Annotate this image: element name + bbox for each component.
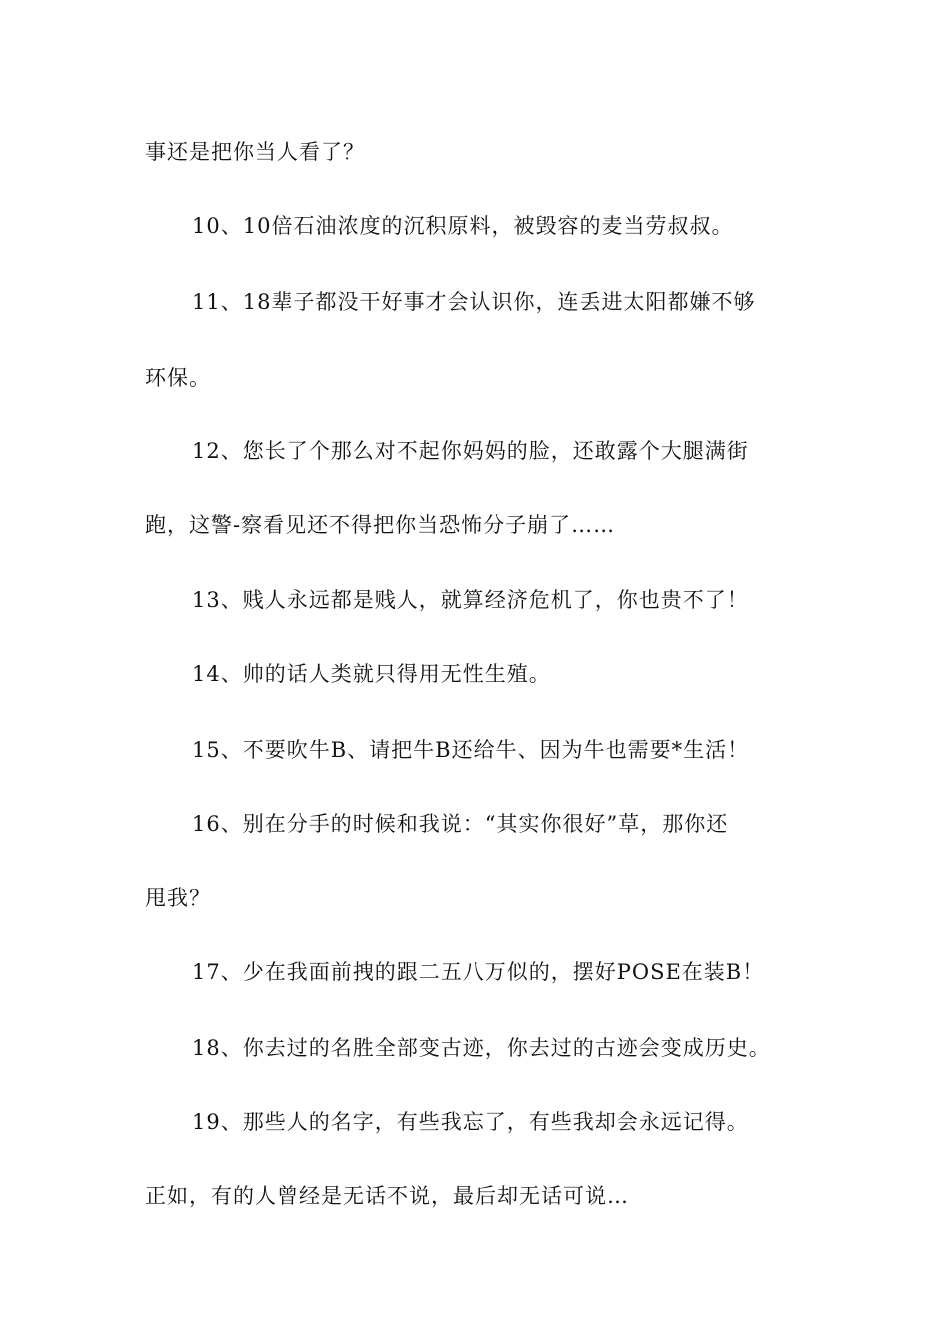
text-line: 19、那些人的名字，有些我忘了，有些我却会永远记得。 <box>192 1110 749 1134</box>
text-line: 环保。 <box>145 366 211 390</box>
text-line: 16、别在分手的时候和我说：“其实你很好”草，那你还 <box>192 812 729 836</box>
text-line: 10、10倍石油浓度的沉积原料，被毁容的麦当劳叔叔。 <box>192 214 734 238</box>
text-line: 11、18辈子都没干好事才会认识你，连丢进太阳都嫌不够 <box>192 290 756 314</box>
text-line: 跑，这警-察看见还不得把你当恐怖分子崩了…… <box>145 513 616 537</box>
text-line: 15、不要吹牛B、请把牛B还给牛、因为牛也需要*生活！ <box>192 738 750 762</box>
text-line: 正如，有的人曾经是无话不说，最后却无话可说… <box>145 1184 629 1208</box>
text-line: 14、帅的话人类就只得用无性生殖。 <box>192 662 551 686</box>
text-line: 13、贱人永远都是贱人，就算经济危机了，你也贵不了！ <box>192 588 749 612</box>
text-line: 甩我？ <box>145 886 211 910</box>
text-line: 18、你去过的名胜全部变古迹，你去过的古迹会变成历史。 <box>192 1036 771 1060</box>
text-line: 事还是把你当人看了？ <box>145 140 365 164</box>
text-line: 12、您长了个那么对不起你妈妈的脸，还敢露个大腿满街 <box>192 439 749 463</box>
text-line: 17、少在我面前拽的跟二五八万似的，摆好POSE在装B！ <box>192 960 765 984</box>
